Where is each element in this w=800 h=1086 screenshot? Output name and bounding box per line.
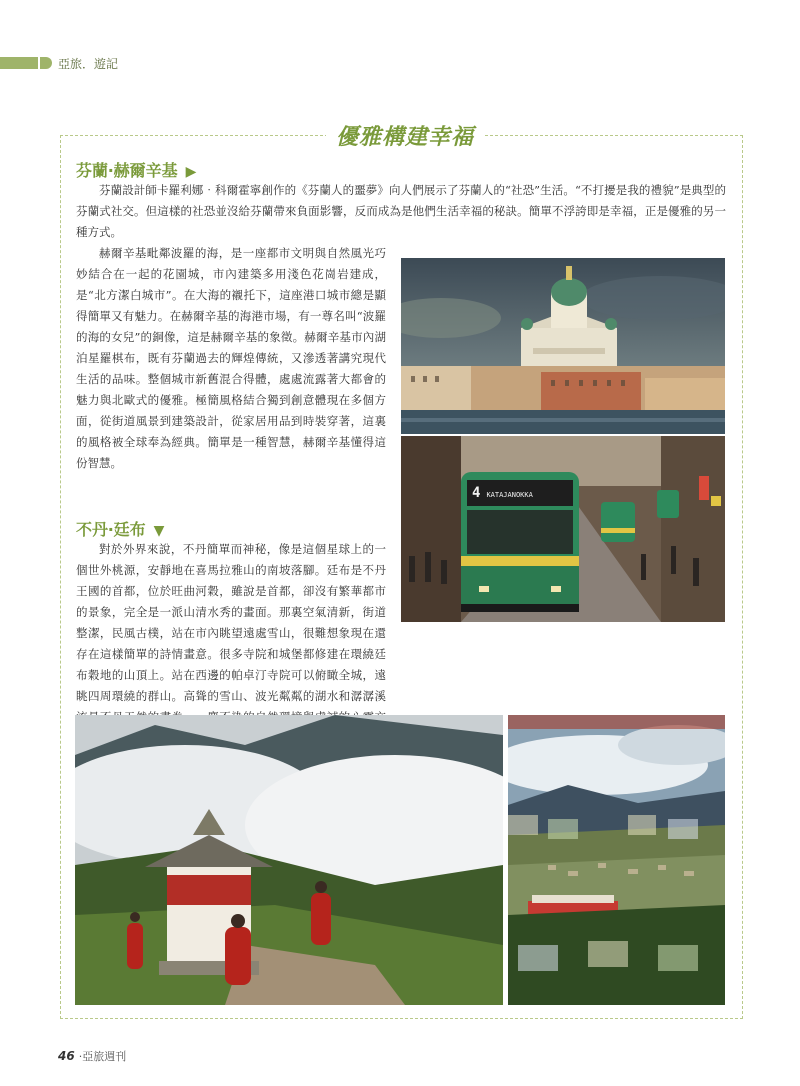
header-accent-bar [0,57,38,69]
magazine-name: ‧亞旅週刊 [78,1050,127,1063]
tram-destination-sign [468,481,572,505]
header-accent-tab [40,57,52,69]
triangle-right-icon: ▶ [185,164,197,180]
photo-bhutan-stupa-monks [75,715,503,1005]
section-heading-text: 芬蘭‧赫爾辛基 [76,161,178,180]
tram-destination: KATAJANOKKA [486,491,533,499]
section-heading-helsinki [76,158,196,181]
paragraph-helsinki-intro: 芬蘭設計師卡羅利娜‧科爾霍寧創作的《芬蘭人的噩夢》向人們展示了芬蘭人的“社恐”生活。“不打擾是我的禮貌”是典型的芬蘭式社交。但這樣的社恐並沒給芬蘭帶來負面影響，反而成為是他們生活幸福的秘訣。簡單不浮誇即是幸福，正是優雅的另一種方式。 [76,183,726,239]
section-label: 亞旅．遊記 [58,57,119,71]
photo-helsinki-tram [401,436,725,622]
paragraph-bhutan: 對於外界來說，不丹簡單而神秘，像是這個星球上的一個世外桃源，安靜地在喜馬拉雅山的南坡落腳。廷布是不丹王國的首都，位於旺曲河穀，雖說是首都，卻沒有繁華都市的景象，完全是一派山清水秀的畫面。那裏空氣清新，街道整潔，民風古樸，站在市內眺望遠處雪山，很難想象現在還存在這樣簡單的詩情畫意。很多寺院和城堡都修建在環繞廷布穀地的山頂上。站在西邊的帕卓汀寺院可以俯瞰全城，遠眺四周環繞的群山。高聳的雪山、波光粼粼的湖水和潺潺溪 [76,542,386,703]
tram-route-number: 4 [472,485,481,501]
page-footer [58,1048,126,1064]
triangle-down-icon: ▼ [153,523,165,539]
photo-thimphu-valley [508,715,725,1005]
paragraph-helsinki-body: 赫爾辛基毗鄰波羅的海，是一座都市文明與自然風光巧妙結合在一起的花園城，市內建築多用淺色花崗岩建成，是“北方潔白城市”。在大海的襯托下，這座港口城市總是顯得簡單又有魅力。在赫爾辛基的海港市場，有一尊名叫“波羅的海的女兒”的銅像，這是赫爾辛基的象徵。赫爾辛基市內湖泊星羅棋布，既有芬蘭過去的輝煌傳統，又滲透著講究現代生活的品味。整個城市新舊混合得體，處處流露著大都會的魅力與北歐式的優雅。極簡風格結合獨到創意體現在多個方面，從街道風景到建築設計，從家居用品到時裝穿著，這裏的風格被全球奉為經典。簡單是一種智慧，赫爾辛基懂得這份智慧。 [76,246,386,470]
page-number: 46 [58,1049,75,1063]
section-heading-bhutan [76,517,164,540]
section-heading-text: 不丹‧廷布 [76,520,146,539]
photo-helsinki-cathedral [401,258,725,434]
page-title: 優雅構建幸福 [326,120,484,151]
